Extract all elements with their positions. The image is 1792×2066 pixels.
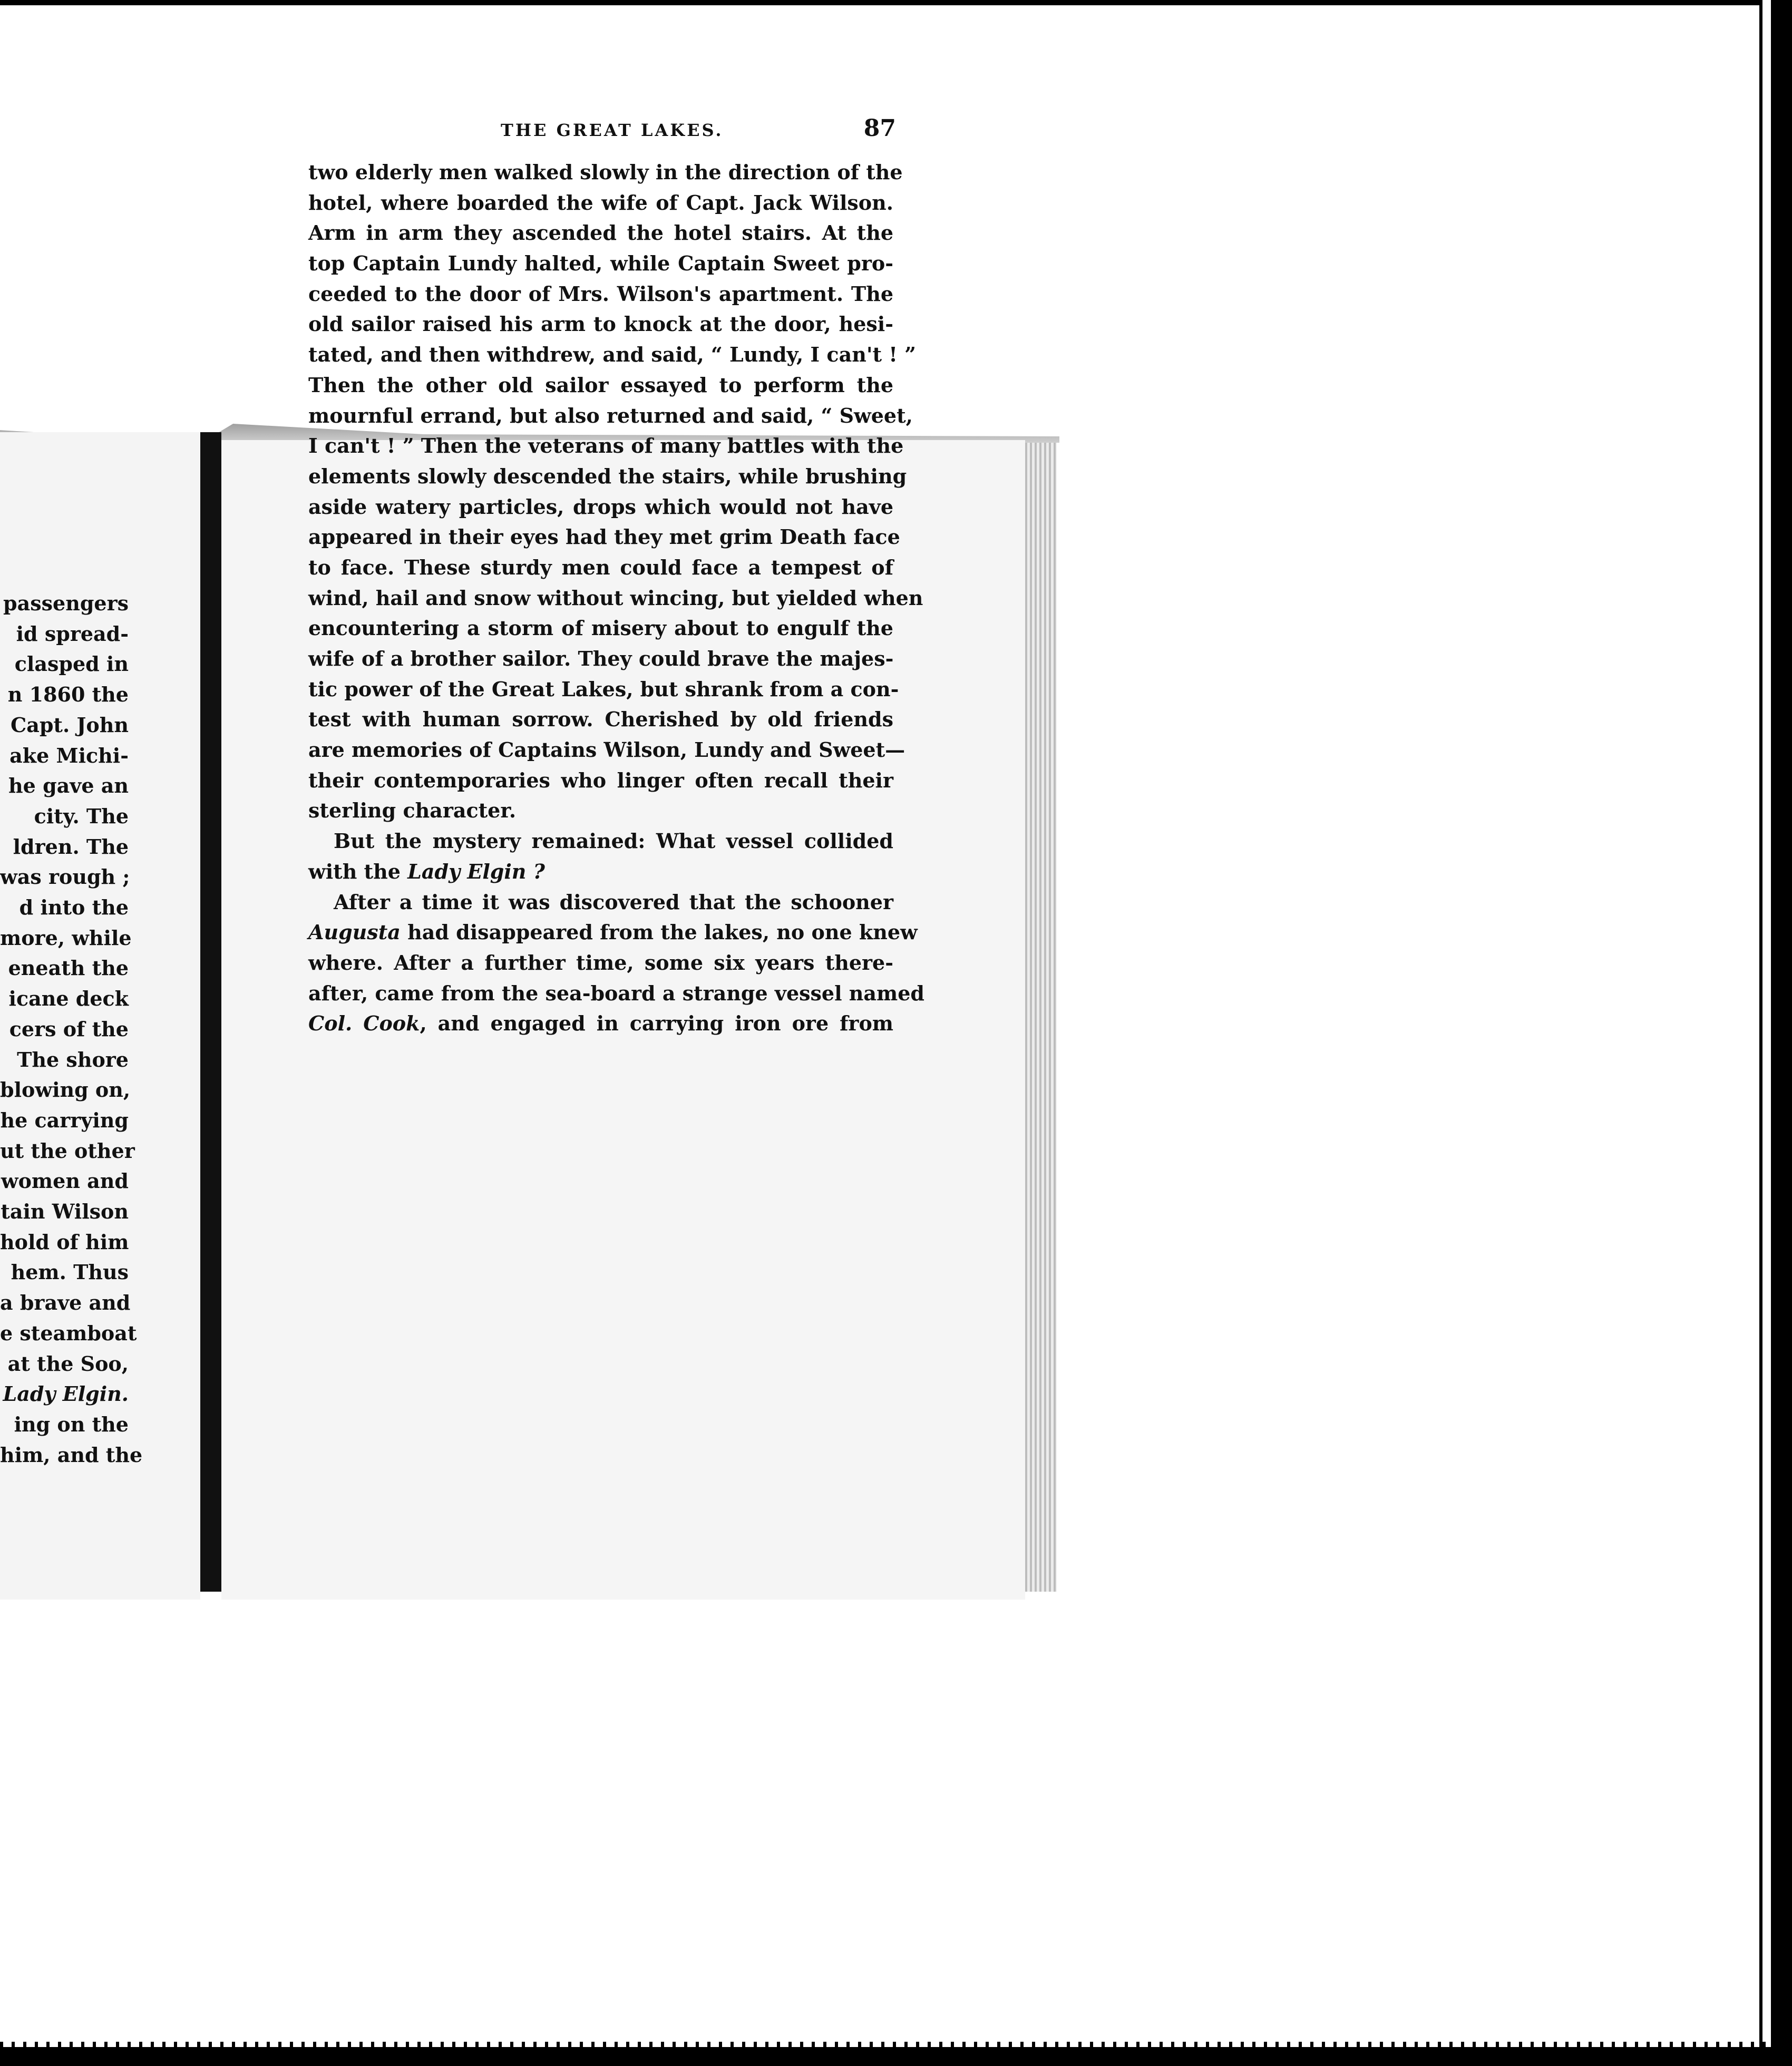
text-line: top Captain Lundy halted, while Captain Sweet pro- bbox=[308, 251, 893, 276]
left-page-line-fragment: Lady Elgin. bbox=[3, 1382, 129, 1406]
text-line: elements slowly descended the stairs, while brushing bbox=[308, 464, 907, 488]
scan-border-bottom-noise bbox=[0, 2042, 1792, 2047]
left-page-line-fragment: at the Soo, bbox=[7, 1351, 129, 1376]
left-page-line-fragment: was rough ; bbox=[0, 865, 130, 889]
scan-border-bottom bbox=[0, 2047, 1792, 2066]
left-page-line-fragment: he carrying bbox=[0, 1108, 129, 1132]
text-line: mournful errand, but also returned and said, “ Sweet, bbox=[308, 403, 913, 427]
scan-border-inner-right bbox=[1759, 0, 1771, 2055]
text-line: wind, hail and snow without wincing, but yielded when bbox=[308, 586, 923, 610]
text-run: , and engaged in carrying iron ore from bbox=[420, 1011, 893, 1036]
left-page-line-fragment: hem. Thus bbox=[11, 1260, 129, 1284]
left-page-line-fragment: eneath the bbox=[8, 956, 129, 980]
left-page-line-fragment: passengers bbox=[3, 591, 129, 615]
text-run: had disappeared from the lakes, no one knew bbox=[400, 920, 918, 944]
left-page-line-fragment: ldren. The bbox=[13, 834, 129, 859]
text-line: encountering a storm of misery about to engulf the bbox=[308, 616, 893, 640]
text-line: are memories of Captains Wilson, Lundy and Sweet— bbox=[308, 738, 905, 762]
text-line bbox=[308, 1008, 893, 1039]
text-line: after, came from the sea-board a strange vessel named bbox=[308, 981, 924, 1005]
left-page-line-fragment: d into the bbox=[19, 895, 129, 920]
ship-name-col-cook: Col. Cook bbox=[308, 1011, 420, 1036]
page-number: 87 bbox=[863, 115, 896, 142]
text-line: aside watery particles, drops which would not have bbox=[308, 494, 893, 519]
text-line: appeared in their eyes had they met grim Death face bbox=[308, 525, 900, 549]
left-page-line-fragment: clasped in bbox=[14, 652, 129, 676]
left-page-line-fragment: hold of him bbox=[0, 1230, 129, 1254]
left-page-line-fragment: n 1860 the bbox=[7, 683, 129, 707]
text-line: wife of a brother sailor. They could brave the majes- bbox=[308, 647, 894, 670]
text-line bbox=[308, 856, 893, 887]
text-line: their contemporaries who linger often recall their bbox=[308, 768, 893, 792]
text-line: tated, and then withdrew, and said, “ Lundy, I can't ! ” bbox=[308, 343, 917, 367]
text-line: After a time it was discovered that the schooner bbox=[334, 890, 893, 914]
book-spine bbox=[200, 432, 221, 1592]
text-line: to face. These sturdy men could face a tempest of bbox=[308, 555, 893, 579]
text-line: test with human sorrow. Cherished by old friends bbox=[308, 707, 893, 732]
left-page-line-fragment: ake Michi- bbox=[9, 743, 129, 767]
left-page-text-fragments bbox=[0, 588, 143, 1470]
running-head bbox=[269, 115, 896, 147]
left-page-line-fragment: a brave and bbox=[0, 1291, 131, 1315]
text-line: two elderly men walked slowly in the direction of the bbox=[308, 160, 903, 184]
scan-border-top bbox=[0, 0, 1792, 5]
right-page-body bbox=[308, 157, 924, 1039]
text-line: old sailor raised his arm to knock at the door, hesi- bbox=[308, 312, 893, 336]
left-page-line-fragment: blowing on, bbox=[0, 1078, 131, 1102]
left-page-line-fragment: Capt. John bbox=[10, 713, 129, 737]
text-line bbox=[308, 917, 918, 948]
left-page-line-fragment: women and bbox=[1, 1169, 129, 1193]
text-line: Arm in arm they ascended the hotel stairs. At the bbox=[308, 221, 893, 245]
left-page-line-fragment: tain Wilson bbox=[1, 1200, 129, 1224]
left-page-line-fragment: e steamboat bbox=[0, 1321, 137, 1345]
ship-name-lady-elgin: Lady Elgin ? bbox=[407, 859, 545, 883]
left-page-line-fragment: more, while bbox=[0, 925, 132, 950]
text-line: But the mystery remained: What vessel collided bbox=[334, 829, 893, 853]
text-line: hotel, where boarded the wife of Capt. Jack Wilson. bbox=[308, 190, 893, 215]
text-line: sterling character. bbox=[308, 798, 517, 823]
left-page-line-fragment: he gave an bbox=[8, 774, 129, 798]
text-line: tic power of the Great Lakes, but shrank from a con- bbox=[308, 677, 899, 701]
left-page-line-fragment: him, and the bbox=[0, 1443, 143, 1467]
left-page-line-fragment: cers of the bbox=[9, 1017, 129, 1041]
text-line: ceeded to the door of Mrs. Wilson's apartment. The bbox=[308, 281, 893, 306]
ship-name-augusta: Augusta bbox=[308, 920, 401, 944]
left-page bbox=[0, 432, 200, 1600]
left-page-line-fragment: city. The bbox=[34, 804, 129, 828]
text-run: with the bbox=[308, 859, 408, 883]
page-edges bbox=[1025, 443, 1057, 1592]
text-line: where. After a further time, some six years there- bbox=[308, 950, 893, 974]
left-page-line-fragment: The shore bbox=[17, 1047, 129, 1071]
running-head-title: THE GREAT LAKES. bbox=[501, 120, 724, 140]
scan-border-right bbox=[1771, 0, 1792, 2066]
left-page-line-fragment: id spread- bbox=[16, 621, 129, 646]
left-page-line-fragment: icane deck bbox=[8, 987, 129, 1011]
left-page-line-fragment: ut the other bbox=[0, 1138, 135, 1163]
text-line: I can't ! ” Then the veterans of many battles with the bbox=[308, 434, 904, 458]
text-line: Then the other old sailor essayed to perform the bbox=[308, 373, 893, 397]
left-page-line-fragment: ing on the bbox=[14, 1412, 129, 1436]
